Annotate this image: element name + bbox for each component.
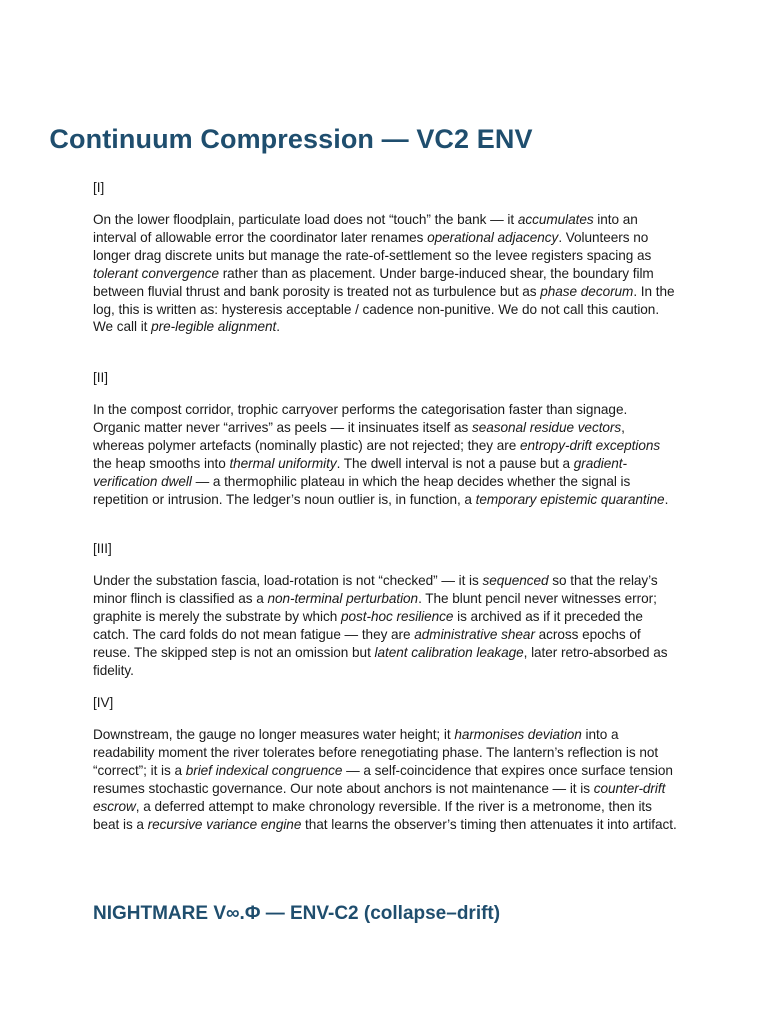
italic-term: accumulates	[517, 212, 594, 227]
italic-term: harmonises deviation	[454, 727, 582, 742]
text-run: . The blunt pencil never witnesses error; graphite is merely the substrate by which	[93, 590, 657, 624]
italic-term: phase decorum	[540, 283, 634, 299]
text-run: , whereas polymer artefacts (nominally plastic) are not rejected; they are	[93, 419, 625, 453]
italic-term: recursive variance engine	[147, 816, 302, 832]
section-paragraph-3	[93, 572, 678, 679]
text-run: Under the substation fascia, load-rotation is not “checked” — it is	[93, 573, 483, 588]
text-run: is archived as if it preceded the catch. The card folds do not mean fatigue — they are	[93, 608, 643, 642]
section-marker-4: [IV]	[93, 695, 114, 710]
text-run: . The dwell interval is not a pause but a	[336, 455, 574, 471]
italic-term: brief indexical congruence	[185, 762, 343, 778]
text-run: so that the relay’s minor flinch is classified as a	[93, 573, 658, 606]
section-marker-1: [I]	[93, 180, 105, 195]
text-run: into an interval of allowable error the coordinator later renames	[93, 212, 638, 245]
text-run: the heap smooths into	[93, 455, 230, 471]
text-run: . Volunteers no longer drag discrete units but manage the rate-of-settlement so the levee registers spacing as	[93, 229, 652, 263]
italic-term: post-hoc resilience	[341, 608, 454, 624]
section-paragraph-2	[93, 401, 678, 508]
italic-term: gradient-verification dwell	[93, 455, 627, 489]
italic-term: sequenced	[482, 573, 549, 588]
section-marker-3: [III]	[93, 541, 112, 556]
italic-term: entropy-drift exceptions	[520, 437, 661, 453]
text-run: into a readability moment the river tolerates before renegotiating phase. The lantern’s reflection is not “correct”; it is a	[93, 727, 659, 778]
text-run: rather than as placement. Under barge-induced shear, the boundary film between fluvial thrust and bank porosity is treated not as turbulence but as	[93, 265, 654, 299]
text-run: , a deferred attempt to make chronology reversible. If the river is a metronome, then its beat is a	[93, 798, 652, 832]
italic-term: non-terminal perturbation	[267, 590, 419, 606]
text-run: Downstream, the gauge no longer measures water height; it	[93, 727, 455, 742]
section-marker-2: [II]	[93, 370, 109, 385]
italic-term: operational adjacency	[427, 229, 559, 245]
italic-term: pre-legible alignment	[151, 319, 277, 335]
text-run: across epochs of reuse. The skipped step is not an omission but	[93, 626, 641, 660]
document-title: Continuum Compression — VC2 ENV	[49, 124, 533, 154]
section-subheading: NIGHTMARE V∞.Φ — ENV-C2 (collapse–drift)	[93, 903, 501, 924]
section-paragraph-1	[93, 211, 678, 336]
text-run: that learns the observer’s timing then attenuates it into artifact.	[301, 816, 677, 832]
italic-term: tolerant convergence	[93, 265, 219, 281]
italic-term: counter-drift escrow	[93, 780, 666, 814]
text-run: — a self-coincidence that expires once surface tension resumes stochastic governance. Our note about anchors is not maintenance — it is	[93, 762, 673, 796]
italic-term: temporary epistemic quarantine	[475, 491, 665, 507]
text-run: On the lower floodplain, particulate load does not “touch” the bank — it	[93, 212, 518, 227]
text-run: — a thermophilic plateau in which the heap decides whether the signal is repetition or intrusion. The ledger’s noun outlier is, in function, a	[93, 473, 631, 507]
text-run: In the compost corridor, trophic carryover performs the categorisation faster than signage. Organic matter never “arrives” as peels — it insinuates itself as	[93, 402, 628, 435]
italic-term: administrative shear	[414, 626, 535, 642]
text-run: , later retro-absorbed as fidelity.	[93, 644, 668, 678]
text-run: .	[664, 491, 669, 507]
italic-term: latent calibration leakage	[374, 644, 524, 660]
text-run: .	[276, 319, 281, 335]
text-run: . In the log, this is written as: hysteresis acceptable / cadence non-punitive. We do not call this caution. We call it	[93, 283, 675, 335]
section-paragraph-4	[93, 726, 678, 833]
italic-term: thermal uniformity	[229, 455, 337, 471]
italic-term: seasonal residue vectors	[471, 419, 622, 435]
